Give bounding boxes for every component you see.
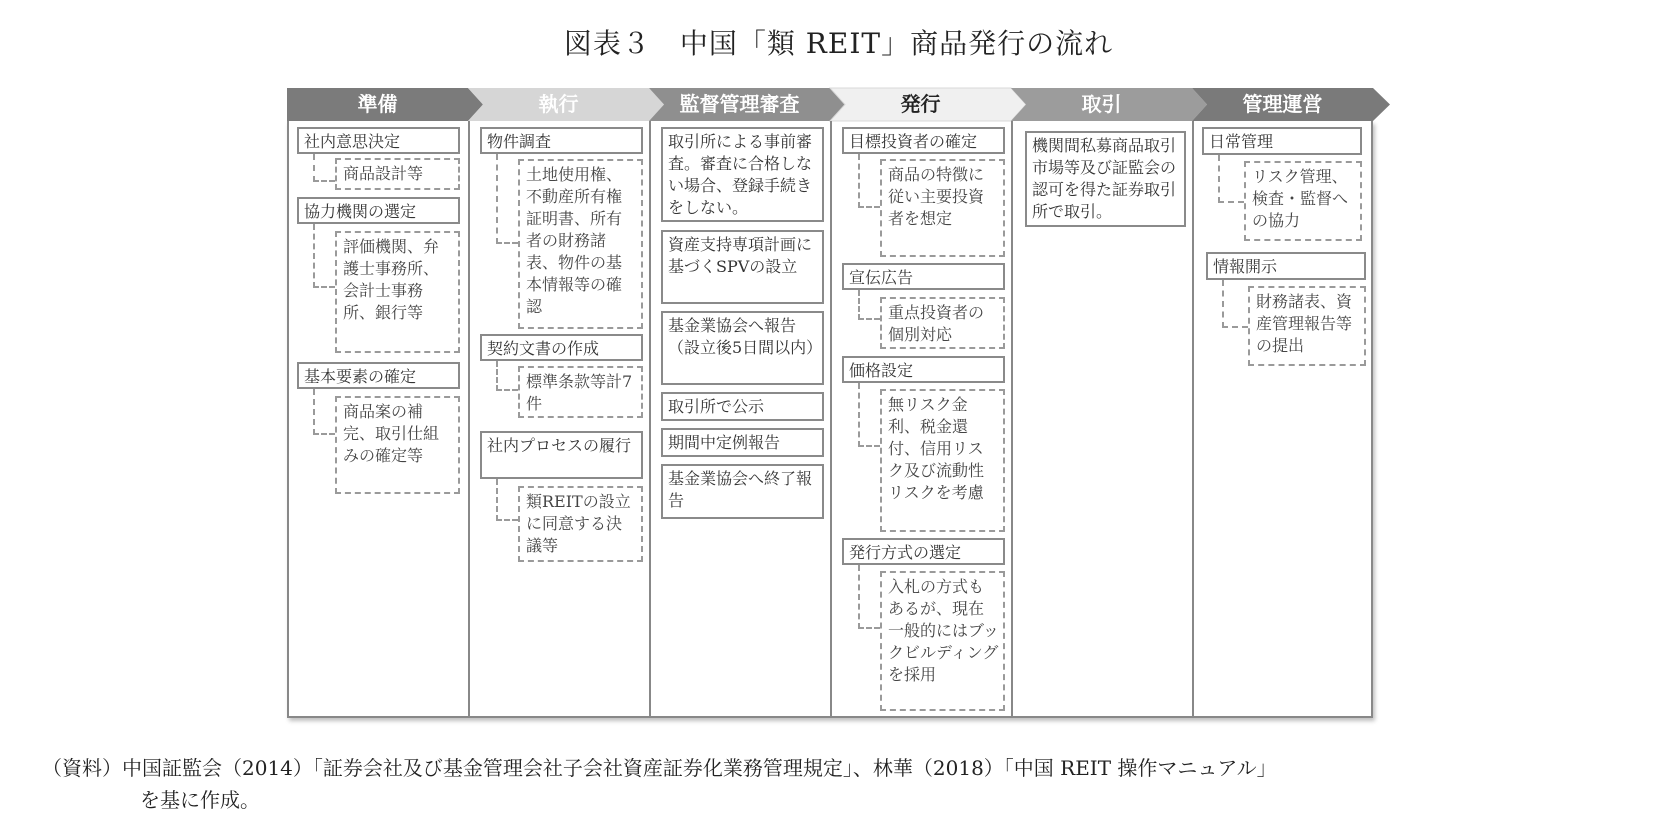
stage-header-preparation [287, 88, 487, 121]
step-box: 契約文書の作成 [480, 334, 643, 361]
stage-column-preparation [287, 121, 468, 718]
stage-column-supervision [649, 121, 830, 718]
stage-header-execution [468, 88, 668, 121]
detail-box: 無リスク金利、税金還付、信用リスク及び流動性リスクを考慮 [880, 389, 1005, 532]
detail-box: リスク管理、検査・監督への協力 [1244, 161, 1362, 241]
detail-box: 財務諸表、資産管理報告等の提出 [1248, 286, 1366, 366]
connector-line [858, 383, 880, 447]
source-note-line1: （資料）中国証監会（2014）「証券会社及び基金管理会社子会社資産証券化業務管理規定」、林華（2018）「中国 REIT 操作マニュアル」 [42, 756, 1277, 780]
detail-box: 商品案の補完、取引仕組みの確定等 [335, 396, 460, 494]
stage-label: 執行 [538, 92, 579, 116]
stage-label: 発行 [900, 92, 941, 116]
connector-line [313, 154, 335, 182]
step-box: 基金業協会へ終了報告 [661, 464, 824, 519]
detail-box: 土地使用権、不動産所有権証明書、所有者の財務諸表、物件の基本情報等の確認 [518, 159, 643, 329]
step-box: 資産支持専項計画に基づくSPVの設立 [661, 230, 824, 304]
connector-line [496, 479, 518, 521]
connector-line [858, 290, 880, 320]
stage-column-execution [468, 121, 649, 718]
connector-line [858, 154, 880, 208]
step-box: 日常管理 [1202, 127, 1362, 155]
step-box: 期間中定例報告 [661, 428, 824, 457]
step-box: 基本要素の確定 [297, 362, 460, 389]
stage-header-supervision [649, 88, 849, 121]
connector-line [858, 565, 880, 629]
connector-line [496, 361, 518, 391]
step-box: 発行方式の選定 [842, 538, 1005, 565]
connector-line [1218, 155, 1244, 203]
source-note-line2: を基に作成。 [140, 788, 260, 812]
step-box: 協力機関の選定 [297, 197, 460, 224]
stage-label: 監督管理審査 [679, 92, 800, 116]
connector-line [496, 154, 518, 244]
connector-line [1222, 280, 1248, 328]
connector-line [313, 389, 335, 435]
stage-column-trading [1011, 121, 1192, 718]
step-box: 目標投資者の確定 [842, 127, 1005, 154]
stage-label: 準備 [357, 92, 398, 116]
connector-line [313, 224, 335, 288]
stage-header-trading [1011, 88, 1211, 121]
stage-header-management [1192, 88, 1392, 121]
detail-box: 標準条款等計7件 [518, 366, 643, 418]
step-box: 社内意思決定 [297, 127, 460, 154]
step-box: 価格設定 [842, 356, 1005, 383]
detail-box: 商品設計等 [335, 158, 460, 190]
stage-column-management [1192, 121, 1373, 718]
step-box: 物件調査 [480, 127, 643, 154]
figure-title: 図表３ 中国「類 REIT」商品発行の流れ [563, 27, 1114, 60]
stage-label: 管理運営 [1242, 92, 1323, 116]
stage-column-issuance [830, 121, 1011, 718]
detail-box: 重点投資者の個別対応 [880, 297, 1005, 349]
step-box: 取引所による事前審査。審査に合格しない場合、登録手続きをしない。 [661, 127, 824, 222]
flow-diagram [287, 88, 1373, 718]
step-box: 社内プロセスの履行 [480, 431, 643, 479]
stage-label: 取引 [1081, 92, 1122, 116]
detail-box: 評価機関、弁護士事務所、会計士事務所、銀行等 [335, 231, 460, 353]
detail-box: 類REITの設立に同意する決議等 [518, 486, 643, 562]
step-box: 宣伝広告 [842, 263, 1005, 290]
stage-header-issuance [830, 88, 1030, 121]
step-box: 取引所で公示 [661, 392, 824, 421]
detail-box: 商品の特徴に従い主要投資者を想定 [880, 159, 1005, 257]
step-box: 機関間私募商品取引市場等及び証監会の認可を得た証券取引所で取引。 [1025, 131, 1186, 227]
step-box: 基金業協会へ報告（設立後5日間以内） [661, 311, 824, 385]
step-box: 情報開示 [1206, 252, 1366, 280]
detail-box: 入札の方式もあるが、現在一般的にはブックビルディングを採用 [880, 571, 1005, 711]
